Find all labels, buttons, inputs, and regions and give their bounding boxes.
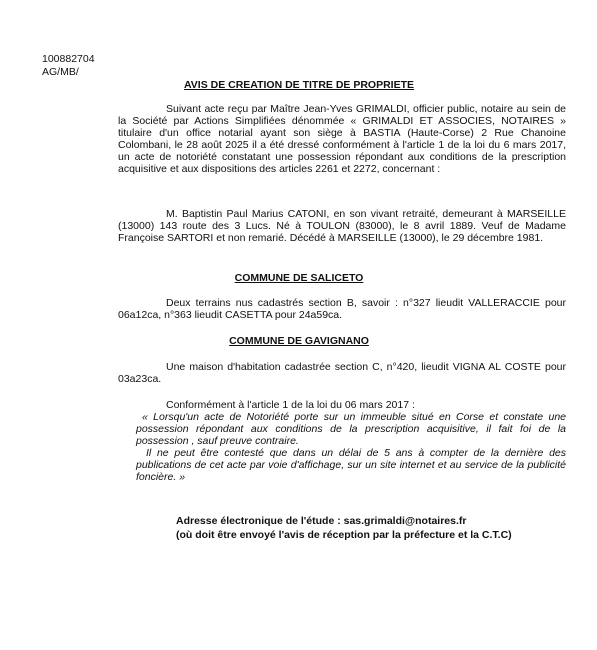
person-text: M. Baptistin Paul Marius CATONI, en son vivant retraité, demeurant à MARSEILLE (13000) 143 route des 3 Lucs. Né à TOULON (83000), le 8 avril 1889. Veuf de Madame Françoise SARTORI et non remarié. Décédé à MARSEILLE (13000), le 29 décembre 1981. — [118, 208, 566, 244]
law-quote-paragraph-2: Il ne peut être contesté que dans un délai de 5 ans à compter de la dernière des publications de cet acte par voie d'affichage, sur un site internet et au service de la publicité foncière. » — [136, 447, 566, 483]
person-paragraph — [118, 208, 566, 244]
law-intro-text: Conformément à l'article 1 de la loi du 06 mars 2017 : — [166, 399, 415, 411]
commune-gavignano-text: Une maison d'habitation cadastrée section C, n°420, lieudit VIGNA AL COSTE pour 03a23ca. — [118, 361, 566, 385]
commune-gavignano-paragraph — [118, 361, 566, 385]
contact-note-line: (où doit être envoyé l'avis de réception par la préfecture et la C.T.C) — [176, 529, 512, 541]
law-quote-paragraph-1: « Lorsqu'un acte de Notoriété porte sur un immeuble situé en Corse et constate une possession répondant aux conditions de la prescription acquisitive, il fait foi de la possession , sauf preuve contraire. — [136, 411, 566, 447]
law-quote — [136, 411, 566, 483]
commune-gavignano-heading: COMMUNE DE GAVIGNANO — [229, 335, 369, 347]
intro-text: Suivant acte reçu par Maître Jean-Yves GRIMALDI, officier public, notaire au sein de la Société par Actions Simplifiées dénommée « GRIMALDI ET ASSOCIES, NOTAIRES » titulaire d'un office notarial ayant son siège à BASTIA (Haute-Corse) 2 Rue Chanoine Colombani, le 28 août 2025 il a été dressé conformément à l'article 1 de la loi du 6 mars 2017, un acte de notoriété constatant une possession répondant aux conditions de la prescription acquisitive et aux dispositions des articles 2261 et 2272, concernant : — [118, 103, 566, 175]
intro-paragraph — [118, 103, 566, 175]
law-intro-paragraph — [118, 399, 566, 411]
reference-block — [42, 53, 95, 79]
reference-initials: AG/MB/ — [42, 66, 79, 78]
commune-saliceto-text: Deux terrains nus cadastrés section B, savoir : n°327 lieudit VALLERACCIE pour 06a12ca, n°363 lieudit CASETTA pour 24a59ca. — [118, 297, 566, 321]
contact-email-line: Adresse électronique de l'étude : sas.grimaldi@notaires.fr — [176, 515, 467, 527]
contact-block — [176, 514, 512, 542]
reference-number: 100882704 — [42, 53, 95, 65]
page-title: AVIS DE CREATION DE TITRE DE PROPRIETE — [183, 79, 415, 91]
commune-saliceto-paragraph — [118, 297, 566, 321]
commune-saliceto-heading: COMMUNE DE SALICETO — [234, 272, 364, 284]
